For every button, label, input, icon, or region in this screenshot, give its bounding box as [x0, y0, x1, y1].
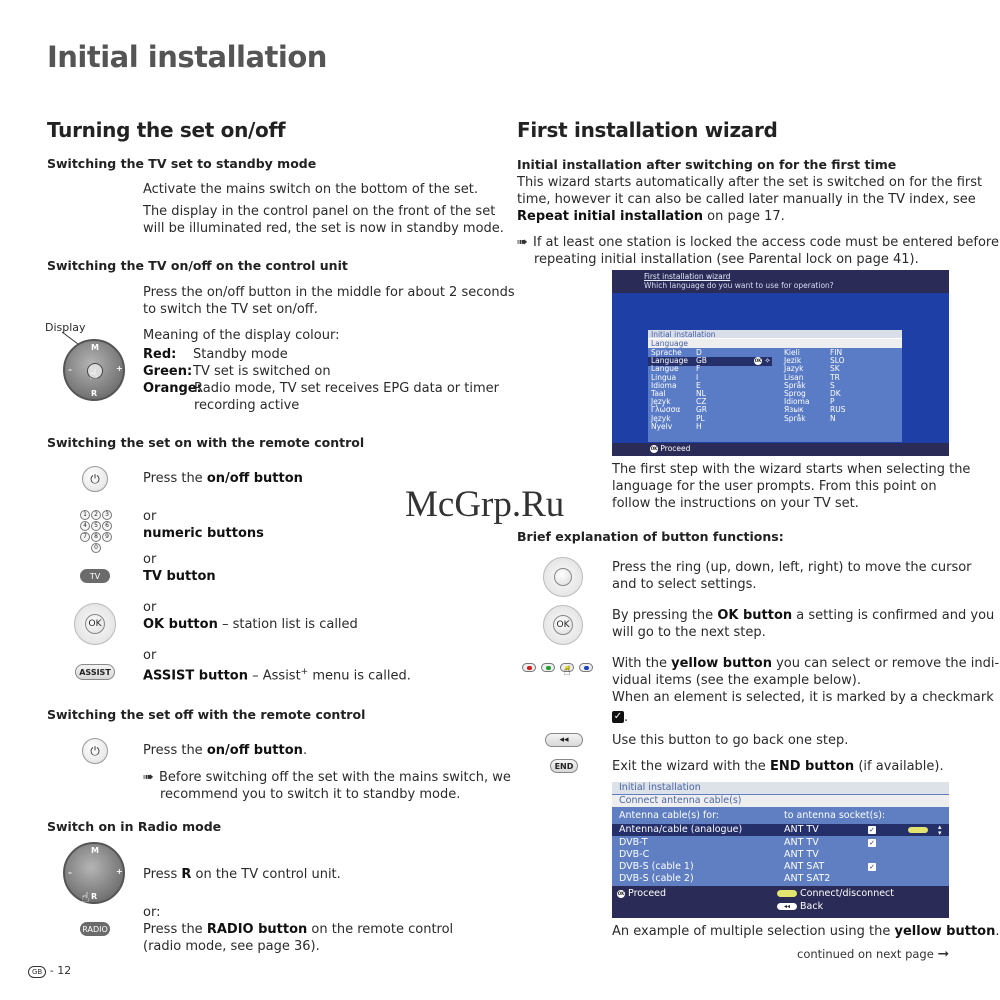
example-pre: An example of multiple selection using the [612, 924, 895, 939]
watermark: McGrp.Ru [405, 484, 565, 525]
ok-selected-icon: OK ✧ [754, 356, 771, 365]
radio-text-1-post: on the TV control unit. [191, 867, 341, 882]
page-footer [28, 964, 71, 978]
tv-button-bold: TV button [143, 569, 216, 584]
language-code: S [830, 380, 835, 390]
language-name: Lingua [651, 372, 677, 382]
color-label-orange: Orange: [143, 381, 202, 396]
numeric-buttons-icon[interactable] [80, 510, 112, 553]
num-6: 6 [102, 521, 112, 531]
antenna-connect-label: Connect/disconnect [800, 888, 895, 899]
color-text-green: TV set is switched on [193, 364, 331, 379]
heading-remote-on: Switching the set on with the remote control [47, 435, 365, 450]
language-code: DK [830, 389, 841, 398]
display-label: Display [45, 321, 86, 334]
tv1-proceed[interactable] [650, 444, 690, 453]
note-line-2: repeating initial installation (see Parental lock on page 41). [534, 252, 919, 267]
num-9: 9 [102, 532, 112, 542]
tv-button-text [143, 568, 216, 585]
heading-standby-mode: Switching the TV set to standby mode [47, 156, 317, 171]
ok-badge-icon-2: OK [617, 890, 625, 896]
knob2-plus-label: + [116, 867, 123, 876]
standby-text-2a: The display in the control panel on the front of the set [143, 204, 496, 219]
display-meaning-text: Meaning of the display colour: [143, 328, 340, 343]
green-button-icon[interactable] [541, 663, 555, 672]
tv-screen-antenna [612, 782, 949, 918]
num-4: 4 [80, 521, 90, 531]
knob-m-label: M [91, 343, 99, 352]
language-name: Språk [784, 413, 806, 423]
example-caption [612, 923, 1000, 940]
ok-explain-post: a setting is confirmed and you [792, 608, 995, 623]
radio-or-text: or: [143, 905, 161, 920]
antenna-row-3-b: ANT TV [784, 849, 819, 860]
ok-badge-icon-inline: OK [754, 358, 762, 363]
radio-text-2-bold: RADIO button [206, 922, 308, 937]
ok-ring-icon-2[interactable] [543, 605, 583, 645]
antenna-footer [612, 886, 949, 918]
antenna-back-label: Back [800, 901, 824, 912]
num-2: 2 [91, 510, 101, 520]
language-code: D [696, 348, 702, 357]
antenna-row-3[interactable] [612, 849, 949, 861]
antenna-sub: Connect antenna cable(s) [619, 795, 742, 806]
ok-explain-bold: OK button [717, 608, 793, 623]
yellow-explain-1 [612, 655, 999, 672]
blue-button-icon[interactable] [579, 663, 593, 672]
language-name: Sprog [784, 389, 806, 398]
checkmark-row: ✓ . [613, 710, 629, 725]
or-text-3: or [143, 600, 157, 615]
repeat-installation-link[interactable]: Repeat initial installation [517, 209, 704, 224]
power-text-bold: on/off button [206, 471, 303, 486]
intro-line-2: time, however it can also be called later manually in the TV index, see [517, 192, 976, 207]
hand-pointer-icon-2: ☝ [81, 890, 90, 906]
language-panel-sub: Language [648, 339, 902, 348]
language-name: Lisan [784, 372, 804, 382]
antenna-row-5-a: DVB-S (cable 2) [619, 873, 694, 884]
remote-off-note-text-1: Before switching off the set with the mains switch, we [159, 770, 511, 785]
radio-text-2-pre: Press the [143, 922, 207, 937]
language-code: RUS [830, 405, 846, 415]
control-unit-text-1a: Press the on/off button in the middle for about 2 seconds [143, 285, 515, 300]
knob2-r-label: R [91, 892, 98, 901]
end-explain-pre: Exit the wizard with the [612, 759, 770, 774]
language-name: Idioma [784, 397, 810, 407]
assist-button-icon[interactable]: ASSIST [75, 664, 115, 680]
end-explain [612, 758, 944, 775]
antenna-col-a: Antenna cable(s) for: [619, 810, 720, 821]
tv-bar-question: Which language do you want to use for operation? [644, 281, 834, 290]
radio-text-3: (radio mode, see page 36). [143, 939, 320, 954]
tv-bar-title: First installation wizard [644, 272, 731, 281]
color-text-orange: Radio mode, TV set receives EPG data or timer [194, 381, 499, 396]
antenna-row-4-a: DVB-S (cable 1) [619, 861, 694, 872]
checkbox-checked-icon[interactable]: ✓ [869, 826, 875, 834]
page-number: - 12 [49, 964, 72, 977]
back-button-icon[interactable]: ◂◂ [545, 733, 583, 747]
ring-center-icon [554, 568, 572, 586]
language-code: GB [696, 356, 707, 366]
language-code: P [830, 397, 835, 407]
scroll-arrows-icon: ▴ ▾ [938, 823, 942, 837]
language-name: Jazyk [784, 364, 804, 374]
back-explain: Use this button to go back one step. [612, 733, 849, 748]
antenna-row-1-b: ANT TV [784, 824, 819, 835]
power-button-icon[interactable]: ⏻ [82, 466, 108, 492]
language-name: Jezik [784, 356, 802, 366]
language-code: I [696, 372, 699, 382]
language-code: GR [696, 405, 708, 415]
antenna-proceed[interactable] [617, 888, 666, 899]
red-button-icon[interactable] [522, 663, 536, 672]
numeric-buttons-text [143, 525, 264, 542]
ok-button-icon-2[interactable]: OK [553, 615, 573, 635]
heading-first-switch-on: Initial installation after switching on for the first time [517, 157, 897, 172]
language-name: Γλώσσα [651, 405, 681, 415]
intro-line-1: This wizard starts automatically after the set is switched on for the first [517, 175, 983, 190]
color-row-red [143, 346, 176, 363]
note-line-1-text: If at least one station is locked the access code must be entered before [533, 235, 999, 250]
example-post: . [995, 924, 1000, 939]
assist-rest-pre: – Assist [247, 668, 301, 684]
back-key-icon: ◂◂ [777, 903, 797, 910]
after-tv1-line-1: The first step with the wizard starts when selecting the [612, 462, 971, 477]
heading-brief-explanation: Brief explanation of button functions: [517, 529, 784, 544]
power-off-bold: on/off button [206, 743, 303, 758]
language-code: TR [830, 372, 840, 382]
language-code: SK [830, 364, 840, 374]
radio-text-1-pre: Press [143, 867, 182, 882]
hand-pointer-icon: ☝ [89, 367, 98, 383]
note-line-1 [517, 234, 999, 251]
intro-line-3 [517, 208, 785, 225]
yellow-explain-2: vidual items (see the example below). [612, 673, 861, 688]
language-code: FIN [830, 348, 843, 357]
ok-ring-icon[interactable] [74, 603, 116, 645]
tv-top-bar [612, 270, 949, 293]
language-name: Язык [784, 405, 804, 415]
antenna-columns-row [612, 810, 949, 822]
ring-text-2: and to select settings. [612, 577, 757, 592]
language-code: N [830, 413, 836, 423]
end-explain-bold: END button [769, 759, 855, 774]
checkbox-checked-icon-2[interactable]: ✓ [869, 839, 875, 847]
language-list [648, 348, 902, 430]
tv-screen-language [612, 270, 949, 456]
color-buttons-icon[interactable] [522, 657, 598, 676]
num-7: 7 [80, 532, 90, 542]
radio-text-1 [143, 866, 341, 883]
ok-explain-pre: By pressing the [612, 608, 718, 623]
control-unit-text-1b: to switch the TV set on/off. [143, 302, 318, 317]
heading-radio-mode: Switch on in Radio mode [47, 819, 222, 834]
yellow-explain-post: you can select or remove the indi- [771, 656, 1000, 671]
color-label-red: Red: [143, 347, 177, 362]
language-name: Idioma [651, 380, 677, 390]
knob-r-label: R [91, 389, 98, 398]
heading-remote-off: Switching the set off with the remote control [47, 707, 366, 722]
end-explain-post: (if available). [854, 759, 944, 774]
arrow-right-icon: ➠ [143, 770, 154, 785]
color-text-orange-cont: recording active [194, 398, 300, 413]
language-code: PL [696, 413, 705, 423]
page-title: Initial installation [47, 40, 327, 74]
language-code: H [696, 421, 702, 431]
or-text-2: or [143, 552, 157, 567]
heading-control-unit: Switching the TV on/off on the control unit [47, 258, 348, 273]
radio-button-icon[interactable]: RADIO [80, 922, 110, 936]
continued-label: continued on next page [797, 947, 934, 961]
checkbox-checked-icon-3[interactable]: ✓ [869, 863, 875, 871]
color-label-green: Green: [143, 364, 193, 379]
or-text-4: or [143, 648, 157, 663]
language-name: Langue [651, 364, 679, 374]
ok-explain-1 [612, 607, 994, 624]
radio-text-2-post: on the remote control [307, 922, 454, 937]
language-panel-head: Initial installation [648, 330, 902, 339]
remote-off-note-1 [143, 769, 511, 786]
language-code: F [696, 364, 701, 374]
ok-badge-icon: OK [650, 446, 658, 451]
language-name: Språk [784, 380, 806, 390]
yellow-explain-3: When an element is selected, it is marked by a checkmark [612, 690, 994, 705]
antenna-row-4[interactable] [612, 861, 949, 873]
antenna-back[interactable] [777, 901, 823, 912]
knob2-minus-label: – [68, 868, 72, 877]
assist-button-bold: ASSIST button [143, 668, 248, 684]
after-tv1-line-2: language for the user prompts. From this point on [612, 479, 937, 494]
language-name: Taal [651, 389, 666, 398]
antenna-row-2-a: DVB-T [619, 837, 648, 848]
language-name: Nyelv [651, 421, 673, 431]
control-unit-knob-2[interactable] [63, 842, 125, 904]
radio-text-1-bold: R [181, 867, 192, 882]
antenna-row-2-b: ANT TV [784, 837, 819, 848]
or-text-1: or [143, 509, 157, 524]
num-5: 5 [91, 521, 101, 531]
language-code: NL [696, 389, 706, 398]
example-bold: yellow button [894, 924, 996, 939]
continued-next-page[interactable] [797, 946, 949, 962]
antenna-connect[interactable] [777, 888, 894, 899]
remote-on-power-text [143, 470, 303, 487]
intro-line-3-post: on page 17. [703, 209, 785, 224]
antenna-row-4-b: ANT SAT [784, 861, 825, 872]
antenna-row-1-a: Antenna/cable (analogue) [619, 824, 743, 835]
yellow-key-icon [908, 827, 928, 833]
color-text-red: Standby mode [193, 347, 288, 362]
language-code: E [696, 380, 701, 390]
yellow-explain-pre: With the [612, 656, 672, 671]
antenna-row-5-b: ANT SAT2 [784, 873, 831, 884]
antenna-head-row [612, 782, 949, 794]
num-3: 3 [102, 510, 112, 520]
antenna-proceed-label: Proceed [628, 888, 667, 899]
power-button-icon-2[interactable]: ⏻ [82, 738, 108, 764]
section-title-turning-on-off: Turning the set on/off [47, 118, 286, 142]
ok-button-rest: – station list is called [217, 617, 358, 632]
remote-off-power-text [143, 742, 307, 759]
tv1-proceed-label: Proceed [660, 444, 691, 453]
standby-text-2b: will be illuminated red, the set is now in standby mode. [143, 221, 504, 236]
end-button-icon[interactable]: END [550, 759, 578, 773]
antenna-row-2[interactable] [612, 837, 949, 849]
radio-text-2 [143, 921, 453, 938]
after-tv1-line-3: follow the instructions on your TV set. [612, 496, 859, 511]
language-code: SLO [830, 356, 845, 366]
assist-rest-post: menu is called. [308, 668, 411, 684]
language-name: Język [651, 413, 671, 423]
arrow-right-icon-2: ➠ [517, 235, 528, 250]
control-unit-knob[interactable] [63, 339, 125, 401]
ok-button-bold: OK button [143, 617, 218, 632]
navigation-ring-icon[interactable] [543, 557, 583, 597]
antenna-row-1[interactable] [612, 824, 949, 836]
language-name: Sprache [651, 348, 682, 357]
knob-minus-label: – [68, 365, 72, 374]
language-panel [648, 330, 902, 442]
num-0: 0 [91, 543, 101, 553]
assist-button-text [143, 664, 411, 684]
color-row-green [143, 363, 192, 380]
knob2-m-label: M [91, 846, 99, 855]
standby-text-1: Activate the mains switch on the bottom of the set. [143, 182, 478, 197]
assist-sup: + [300, 667, 309, 677]
tv-button-icon[interactable]: TV [80, 569, 110, 583]
power-off-post: . [302, 743, 308, 758]
antenna-col-b: to antenna socket(s): [784, 810, 886, 821]
antenna-head: Initial installation [619, 782, 701, 793]
knob-plus-label: + [116, 364, 123, 373]
numeric-buttons-bold: numeric buttons [143, 526, 264, 541]
hand-pointer-icon-3: ☝ [563, 664, 571, 679]
antenna-row-3-a: DVB-C [619, 849, 650, 860]
color-row-orange [143, 380, 202, 397]
language-name: Language [651, 356, 689, 366]
antenna-sub-row [612, 795, 949, 807]
language-code: CZ [696, 397, 707, 407]
num-8: 8 [91, 532, 101, 542]
power-off-pre: Press the [143, 743, 207, 758]
ok-button-icon[interactable]: OK [85, 614, 105, 634]
ring-text-1: Press the ring (up, down, left, right) to move the cursor [612, 560, 972, 575]
country-badge: GB [28, 966, 46, 978]
language-name: Język [651, 397, 671, 407]
arrow-right-icon-3: ➞ [937, 946, 950, 962]
power-text-pre: Press the [143, 471, 207, 486]
checkmark-icon: ✓ [613, 710, 623, 722]
language-name: Kieli [784, 348, 800, 357]
section-title-wizard: First installation wizard [517, 118, 778, 142]
num-1: 1 [80, 510, 90, 520]
ok-button-text [143, 616, 358, 633]
yellow-key-icon-2 [777, 890, 797, 897]
antenna-row-5[interactable] [612, 873, 949, 885]
remote-off-note-2: recommend you to switch it to standby mode. [160, 787, 461, 802]
yellow-explain-bold: yellow button [671, 656, 772, 671]
ok-explain-2: will go to the next step. [612, 625, 766, 640]
